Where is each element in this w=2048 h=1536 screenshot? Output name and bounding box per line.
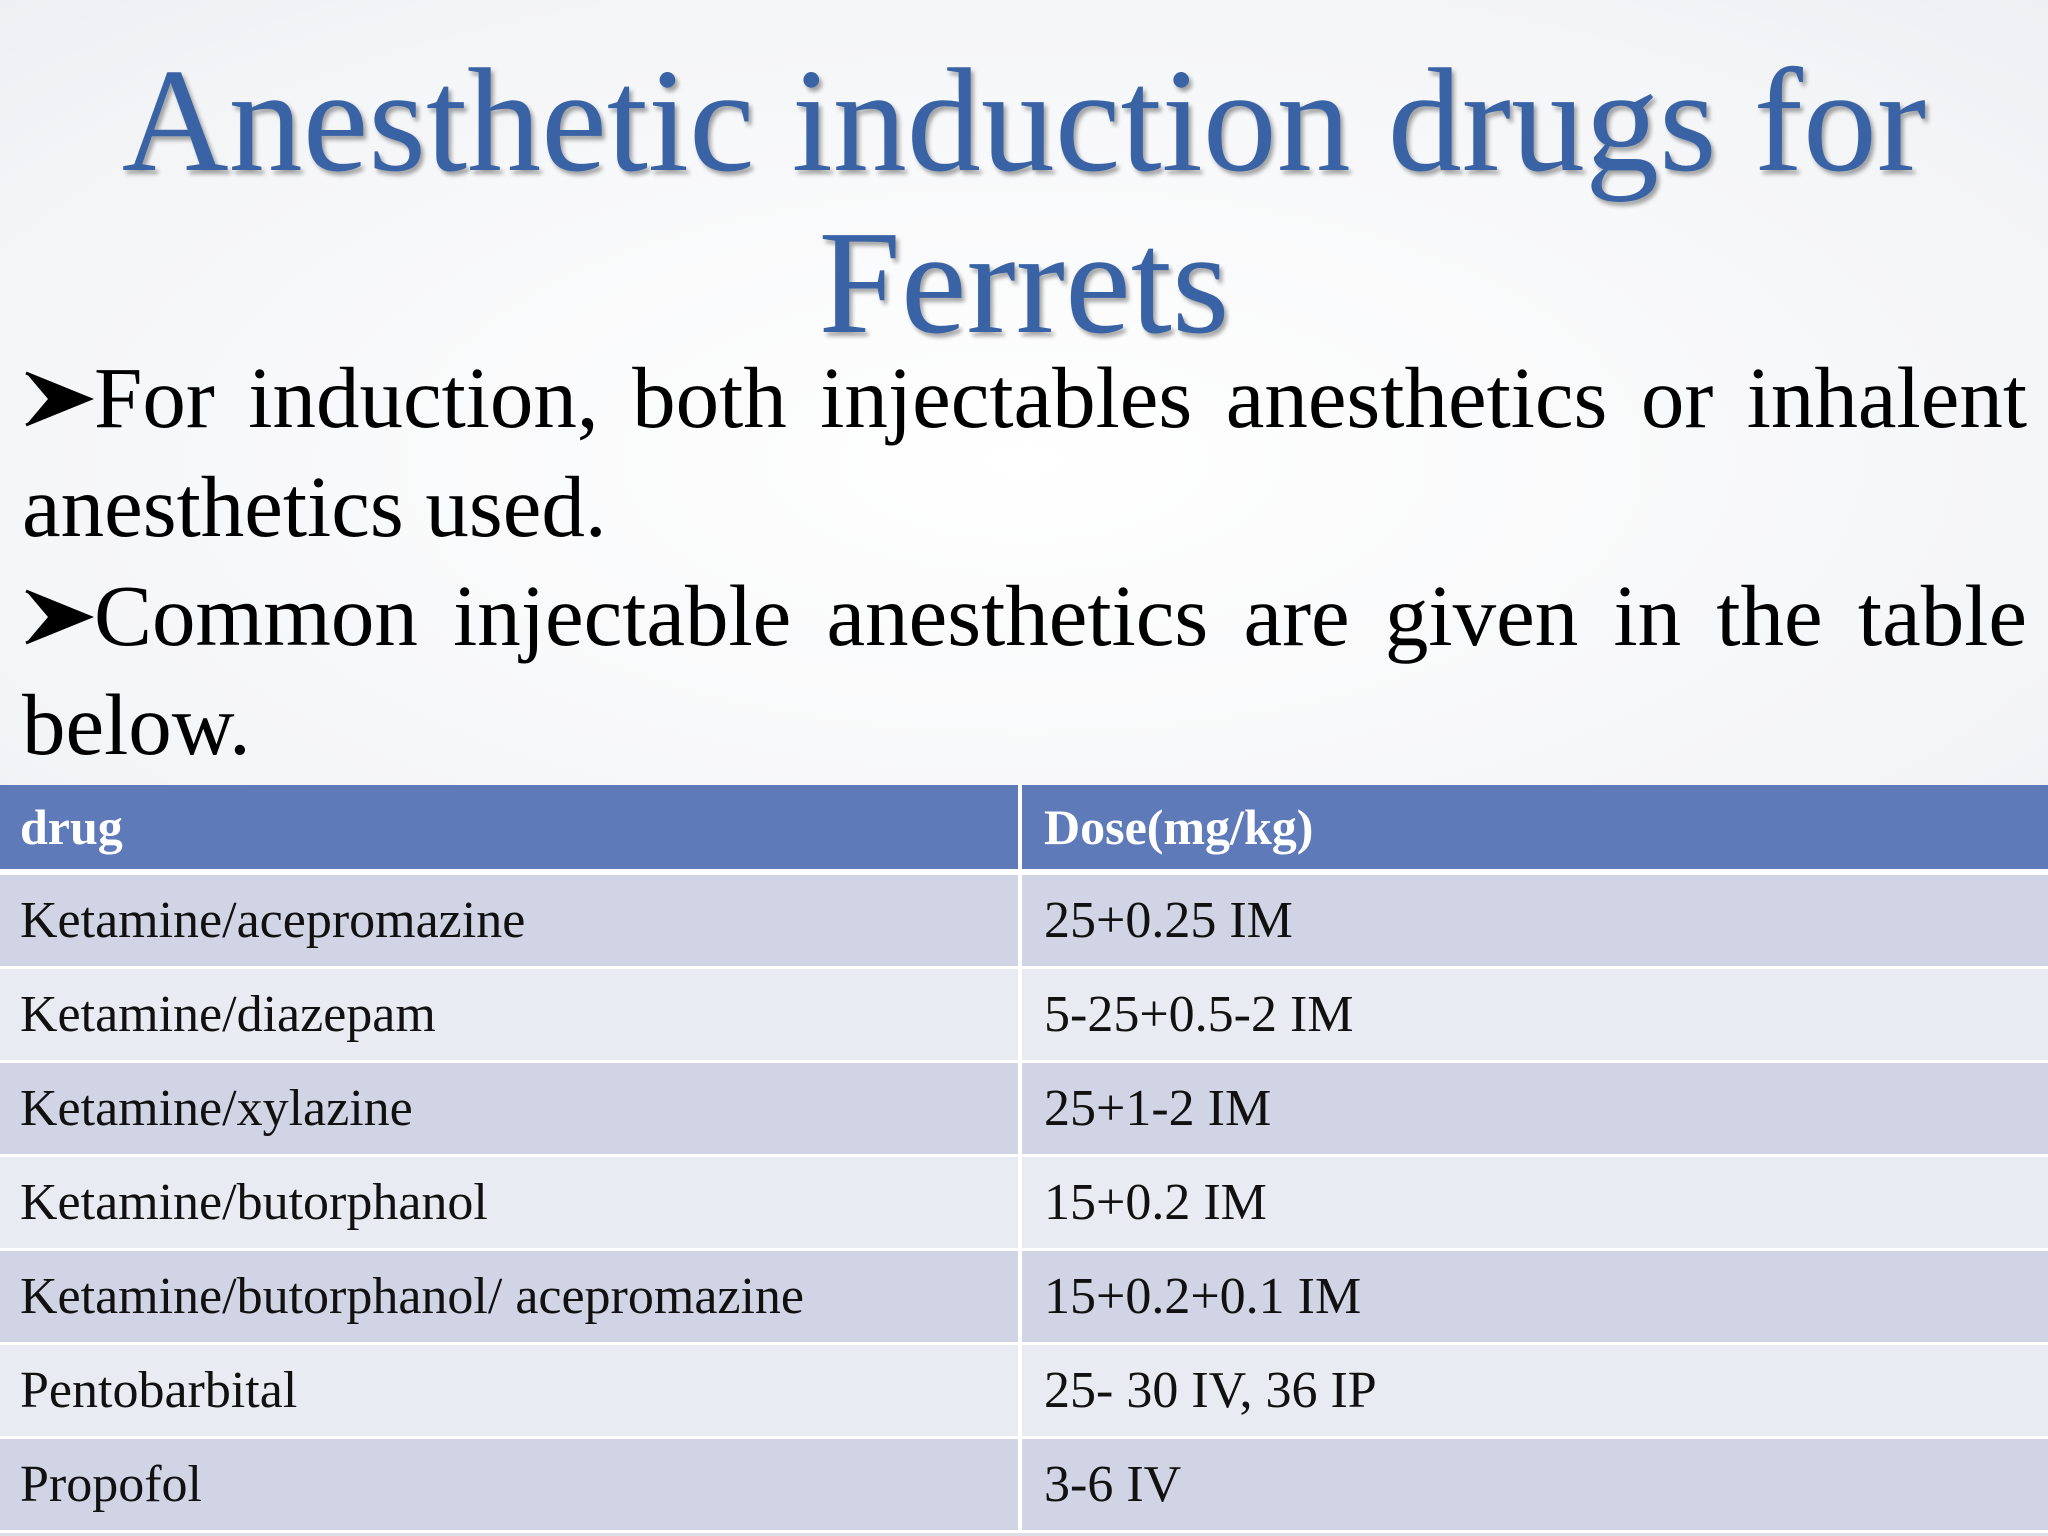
drug-cell: Ketamine/diazepam <box>0 969 1022 1060</box>
drug-cell: Propofol <box>0 1439 1022 1530</box>
drug-cell: Pentobarbital <box>0 1345 1022 1436</box>
header-cell-drug: drug <box>0 785 1022 869</box>
slide-title <box>0 40 2048 364</box>
bullet-item <box>22 561 2027 779</box>
drug-cell: Ketamine/butorphanol <box>0 1157 1022 1248</box>
table-row <box>0 1063 2048 1157</box>
drug-cell: Ketamine/butorphanol/ acepromazine <box>0 1251 1022 1342</box>
bullet-text: For induction, both injectables anesthetics or inhalent anesthetics used. <box>22 349 2027 555</box>
table-row <box>0 1251 2048 1345</box>
bullet-item <box>22 343 2027 561</box>
header-cell-dose: Dose(mg/kg) <box>1044 799 1314 855</box>
arrow-bullet-icon <box>22 369 94 429</box>
dose-cell: 3-6 IV <box>1044 1456 1182 1513</box>
drug-cell: Ketamine/xylazine <box>0 1063 1022 1154</box>
dose-cell: 25+0.25 IM <box>1044 892 1293 949</box>
table-row <box>0 875 2048 969</box>
dose-cell: 25- 30 IV, 36 IP <box>1044 1362 1377 1419</box>
bullet-list <box>22 343 2027 779</box>
dose-cell: 15+0.2 IM <box>1044 1174 1267 1231</box>
table-row <box>0 1345 2048 1439</box>
arrow-bullet-icon <box>22 587 94 647</box>
dose-cell: 5-25+0.5-2 IM <box>1044 986 1354 1043</box>
title-line-2: Ferrets <box>818 201 1230 365</box>
dose-cell: 15+0.2+0.1 IM <box>1044 1268 1362 1325</box>
table-header-row <box>0 785 2048 875</box>
table-row <box>0 1157 2048 1251</box>
drug-cell: Ketamine/acepromazine <box>0 875 1022 966</box>
title-line-1: Anesthetic induction drugs for <box>121 39 1927 203</box>
table-row <box>0 1439 2048 1533</box>
table-row <box>0 969 2048 1063</box>
dose-table <box>0 785 2048 1533</box>
bullet-text: Common injectable anesthetics are given in the table below. <box>22 567 2027 773</box>
dose-cell: 25+1-2 IM <box>1044 1080 1272 1137</box>
